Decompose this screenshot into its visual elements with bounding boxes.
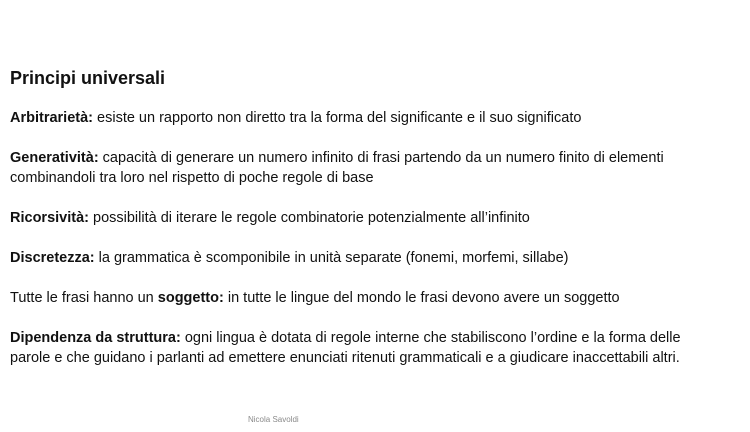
- principle-term: Dipendenza da struttura:: [10, 330, 181, 346]
- principle-text: la grammatica è scomponibile in unità separate (fonemi, morfemi, sillabe): [94, 250, 569, 266]
- principle-discretezza: [10, 248, 710, 268]
- principle-term: Ricorsività:: [10, 210, 89, 226]
- principle-lead: Tutte le frasi hanno un: [10, 290, 158, 306]
- principle-text: in tutte le lingue del mondo le frasi devono avere un soggetto: [223, 290, 620, 306]
- principle-text: possibilità di iterare le regole combinatorie potenzialmente all’infinito: [88, 210, 530, 226]
- principle-term: Generatività:: [10, 150, 99, 166]
- slide-title: Principi universali: [10, 68, 166, 88]
- principle-soggetto: [10, 288, 710, 308]
- principle-term: Discretezza:: [10, 250, 95, 266]
- principle-arbitrarieta: [10, 108, 710, 128]
- footer-author: Nicola Savoldi: [248, 415, 299, 424]
- principle-term: soggetto:: [157, 290, 224, 306]
- principle-term: Arbitrarietà:: [10, 110, 93, 126]
- principle-generativita: [10, 148, 710, 188]
- principle-ricorsivita: [10, 208, 710, 228]
- principle-text: ogni lingua è dotata di regole interne che stabiliscono l’ordine e la forma delle parole e che guidano i parlanti ad emettere enunciati ritenuti grammaticali e a giudicare inaccettabili altri.: [10, 330, 681, 366]
- principle-text: capacità di generare un numero infinito di frasi partendo da un numero finito di elementi combinandoli tra loro nel rispetto di poche regole di base: [10, 150, 664, 186]
- principle-text: esiste un rapporto non diretto tra la forma del significante e il suo significato: [93, 110, 582, 126]
- principle-dipendenza-da-struttura: [10, 328, 710, 368]
